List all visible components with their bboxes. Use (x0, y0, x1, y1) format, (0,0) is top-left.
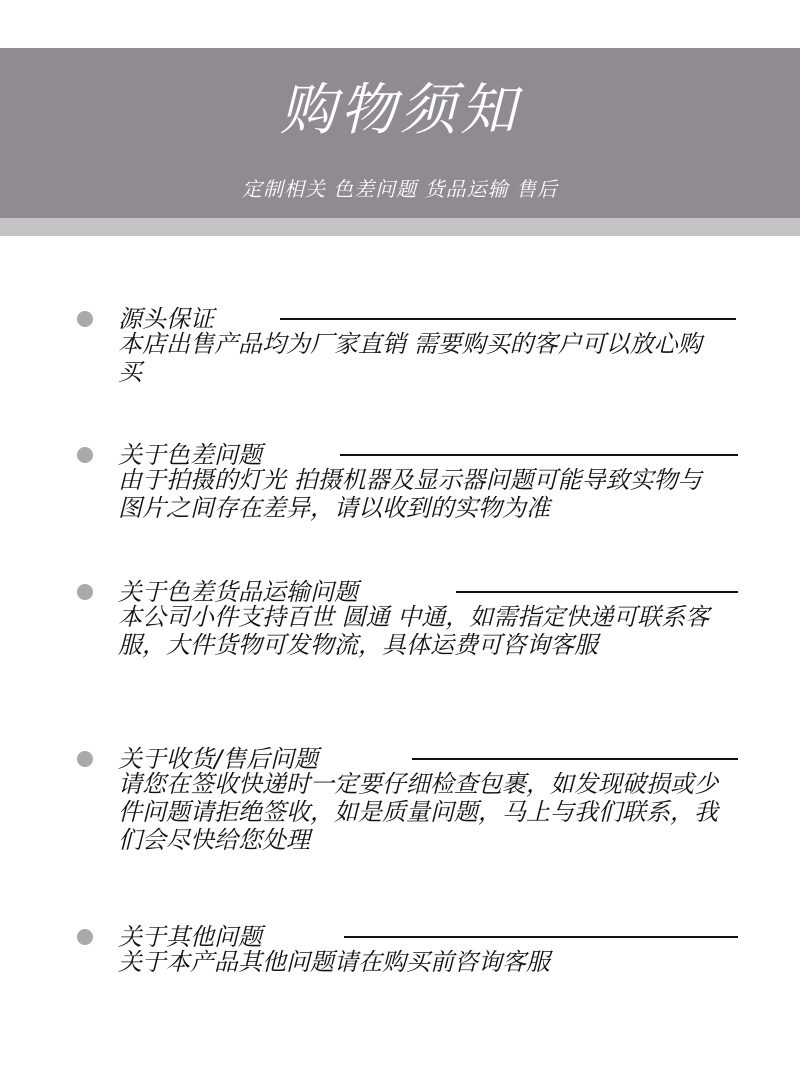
section-body: 本公司小件支持百世 圆通 中通，如需指定快递可联系客服，大件货物可发物流，具体运费可咨询客服 (118, 603, 710, 659)
section-title: 关于其他问题 (118, 923, 262, 951)
section-title: 关于色差问题 (118, 441, 262, 469)
bullet-dot-icon (77, 447, 93, 463)
section-body: 本店出售产品均为厂家直销 需要购买的客户可以放心购买 (118, 330, 702, 386)
title-divider (280, 318, 736, 320)
section-title: 源头保证 (118, 305, 214, 333)
bullet-dot-icon (77, 751, 93, 767)
bullet-dot-icon (77, 929, 93, 945)
section-body: 请您在签收快递时一定要仔细检查包裹，如发现破损或少件问题请拒绝签收，如是质量问题，马上与我们联系，我们会尽快给您处理 (118, 770, 718, 854)
page-subtitle: 定制相关 色差问题 货品运输 售后 (241, 177, 559, 201)
section-body: 关于本产品其他问题请在购买前咨询客服 (118, 948, 550, 976)
bullet-dot-icon (77, 311, 93, 327)
title-divider (340, 454, 738, 456)
bullet-dot-icon (77, 584, 93, 600)
title-divider (412, 758, 738, 760)
section-title: 关于色差货品运输问题 (118, 578, 358, 606)
title-divider (344, 936, 738, 938)
section-title: 关于收货/售后问题 (118, 745, 319, 773)
page-title: 购物须知 (280, 78, 520, 143)
title-divider (456, 591, 738, 593)
header-banner-strip (0, 218, 800, 236)
section-body: 由于拍摄的灯光 拍摄机器及显示器问题可能导致实物与图片之间存在差异，请以收到的实物为准 (118, 466, 702, 522)
